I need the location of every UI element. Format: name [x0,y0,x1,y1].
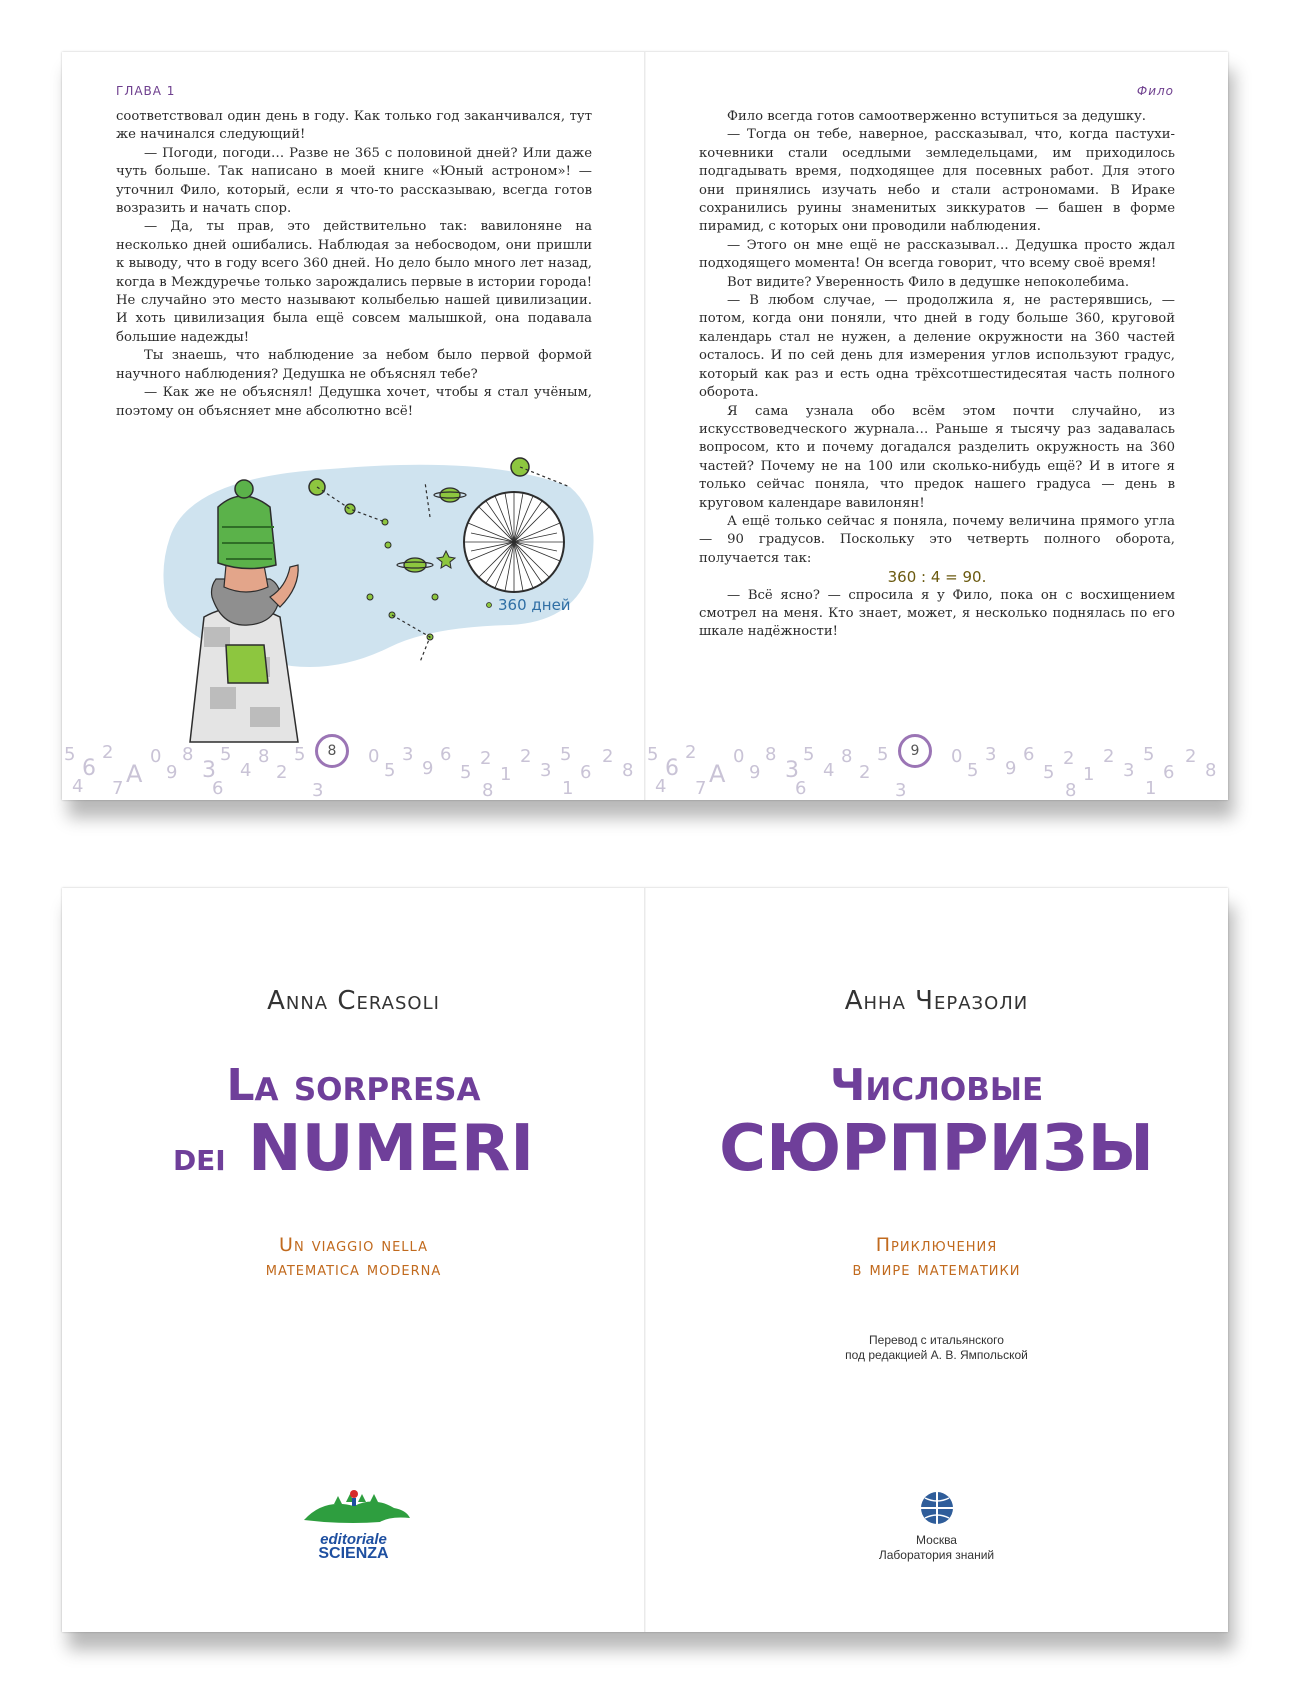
dinosaur-logo-icon [294,1488,414,1528]
title-line-2: СЮРПРИЗЫ [719,1112,1154,1186]
paragraph: Фило всегда готов самоотверженно вступиться за дедушку. [727,109,1146,124]
publisher-line-1: editoriale [320,1531,387,1548]
title-line-1: La sorpresa [226,1060,481,1111]
planet-icon [432,594,438,600]
page-8-text [116,108,592,421]
book-title [62,1058,645,1192]
russian-title-page [645,888,1228,1632]
subtitle-line-2: matematica moderna [265,1258,442,1280]
running-head-right: Фило [1136,84,1174,98]
paragraph: — Этого он мне ещё не рассказывал… Дедушка просто ждал подходящего момента! Он всегда говорит, что всему своё время! [699,237,1175,272]
paragraph: — Всё ясно? — спросила я у Фило, пока он с восхищением смотрел на меня. Кто знает, может, я несколько поднялась по его шкале надёжности! [699,587,1175,640]
page-9 [645,52,1228,800]
planet-icon [385,542,391,548]
translation-line-1: Перевод с итальянского [869,1333,1004,1347]
bottom-spread [62,888,1228,1632]
publisher-logo [62,1488,645,1561]
author-name: Анна Черазоли [844,986,1029,1016]
top-spread [62,52,1228,800]
title-line-2-small: dei [172,1134,226,1180]
decorative-digits-band: 5 6 2 A 0 9 8 3 5 4 8 2 5 0 5 3 9 6 5 2 1 2 3 5 6 2 8 4 7 6 3 8 1 [64,742,634,800]
paragraph: — Погоди, погоди… Разве не 365 с половиной дней? Или даже чуть больше. Так написано в моей книге «Юный астроном»! — уточнил Фило, который, если я что-то рассказываю, всегда готов возразить и начать спор. [116,145,592,217]
translation-line-2: под редакцией А. В. Ямпольской [845,1348,1028,1362]
planet-icon [345,504,355,514]
page-number-9: 9 [898,734,932,768]
ringed-planet-icon [440,488,460,502]
running-head-left: ГЛАВА 1 [116,84,176,98]
paragraph: — В любом случае, — продолжила я, не растерявшись, — потом, когда они поняли, что дней в году больше 360, круговой календарь стал не нужен, а деление окружности на 360 частей осталось. И по сей день для измерения углов используют градус, который как раз и есть одна трёхсотшестидесятая часть полного оборота. [699,293,1175,401]
page-8 [62,52,645,800]
decorative-digits-band: 5 6 2 A 0 9 8 3 5 4 8 2 5 0 5 3 9 6 5 2 1 2 3 5 6 2 8 4 7 6 3 8 1 [647,742,1217,800]
circle-of-360-days [464,492,564,592]
globe-logo-icon [917,1488,957,1528]
subtitle-line-1: Un viaggio nella [279,1234,428,1256]
translation-credit [645,1333,1228,1363]
planet-icon [382,519,388,525]
planet-icon [367,594,373,600]
paragraph: Я сама узнала обо всём этом почти случайно, из искусствоведческого журнала… Раньше я тысячу раз задавалась вопросом, кто и почему догадался разделить окружность на 360 частей? Почему не на 100 или сколько-нибудь ещё? И в итоге я только сейчас поняла, что предок нашего градуса — день в круговом календаре вавилонян! [699,403,1175,511]
paragraph: — Как же не объяснял! Дедушка хочет, чтобы я стал учёным, поэтому он объясняет мне абсолютно всё! [116,385,592,419]
author-name: Anna Cerasoli [267,986,440,1016]
page-9-text [699,108,1175,642]
publisher-logo [645,1488,1228,1563]
publisher-line-1: Москва [916,1533,957,1547]
illustration-label: 360 дней [498,596,571,614]
publisher-line-2: SCIENZA [318,1545,389,1562]
subtitle [62,1233,645,1281]
paragraph: Ты знаешь, что наблюдение за небом было первой формой научного наблюдения? Дедушка не объяснял тебе? [116,348,592,382]
paragraph: Вот видите? Уверенность Фило в дедушке непоколебима. [727,274,1130,290]
italian-title-page [62,888,645,1632]
ringed-planet-icon [404,558,426,572]
title-line-2-big: NUMERI [248,1112,535,1186]
astronomer-illustration [130,447,600,747]
title-line-2 [62,1114,645,1192]
formula: 360 : 4 = 90. [887,568,987,587]
paragraph: — Да, ты прав, это действительно так: вавилоняне на несколько дней ошибались. Наблюдая за небосводом, они пришли к выводу, что в году всего 360 дней. Но дело было много лет назад, когда в Междуречье только зарождались первые в истории города! Не случайно это место называют колыбелью нашей цивилизации. И хоть цивилизация была ещё совсем малышкой, она подавала большие надежды! [116,219,592,345]
title-line-1: Числовые [829,1060,1044,1111]
book-title [645,1058,1228,1184]
page-number-8: 8 [315,734,349,768]
subtitle-line-2: в мире математики [852,1258,1021,1280]
subtitle [645,1233,1228,1281]
paragraph: соответствовал один день в году. Как только год заканчивался, тут же начинался следующий! [116,109,592,143]
subtitle-line-1: Приключения [875,1234,998,1256]
publisher-line-2: Лаборатория знаний [878,1548,995,1562]
paragraph: А ещё только сейчас я поняла, почему величина прямого угла — 90 градусов. Поскольку это четверть полного оборота, получается так: [699,513,1175,566]
paragraph: — Тогда он тебе, наверное, рассказывал, что, когда пастухи-кочевники стали оседлыми земледельцами, им приходилось подгадывать время, подходящее для посевных работ. Для этого они принялись изучать небо и стали астрономами. В Ираке сохранились руины знаменитых зиккуратов — башен в форме пирамид, с которых они проводили наблюдения. [699,127,1175,235]
